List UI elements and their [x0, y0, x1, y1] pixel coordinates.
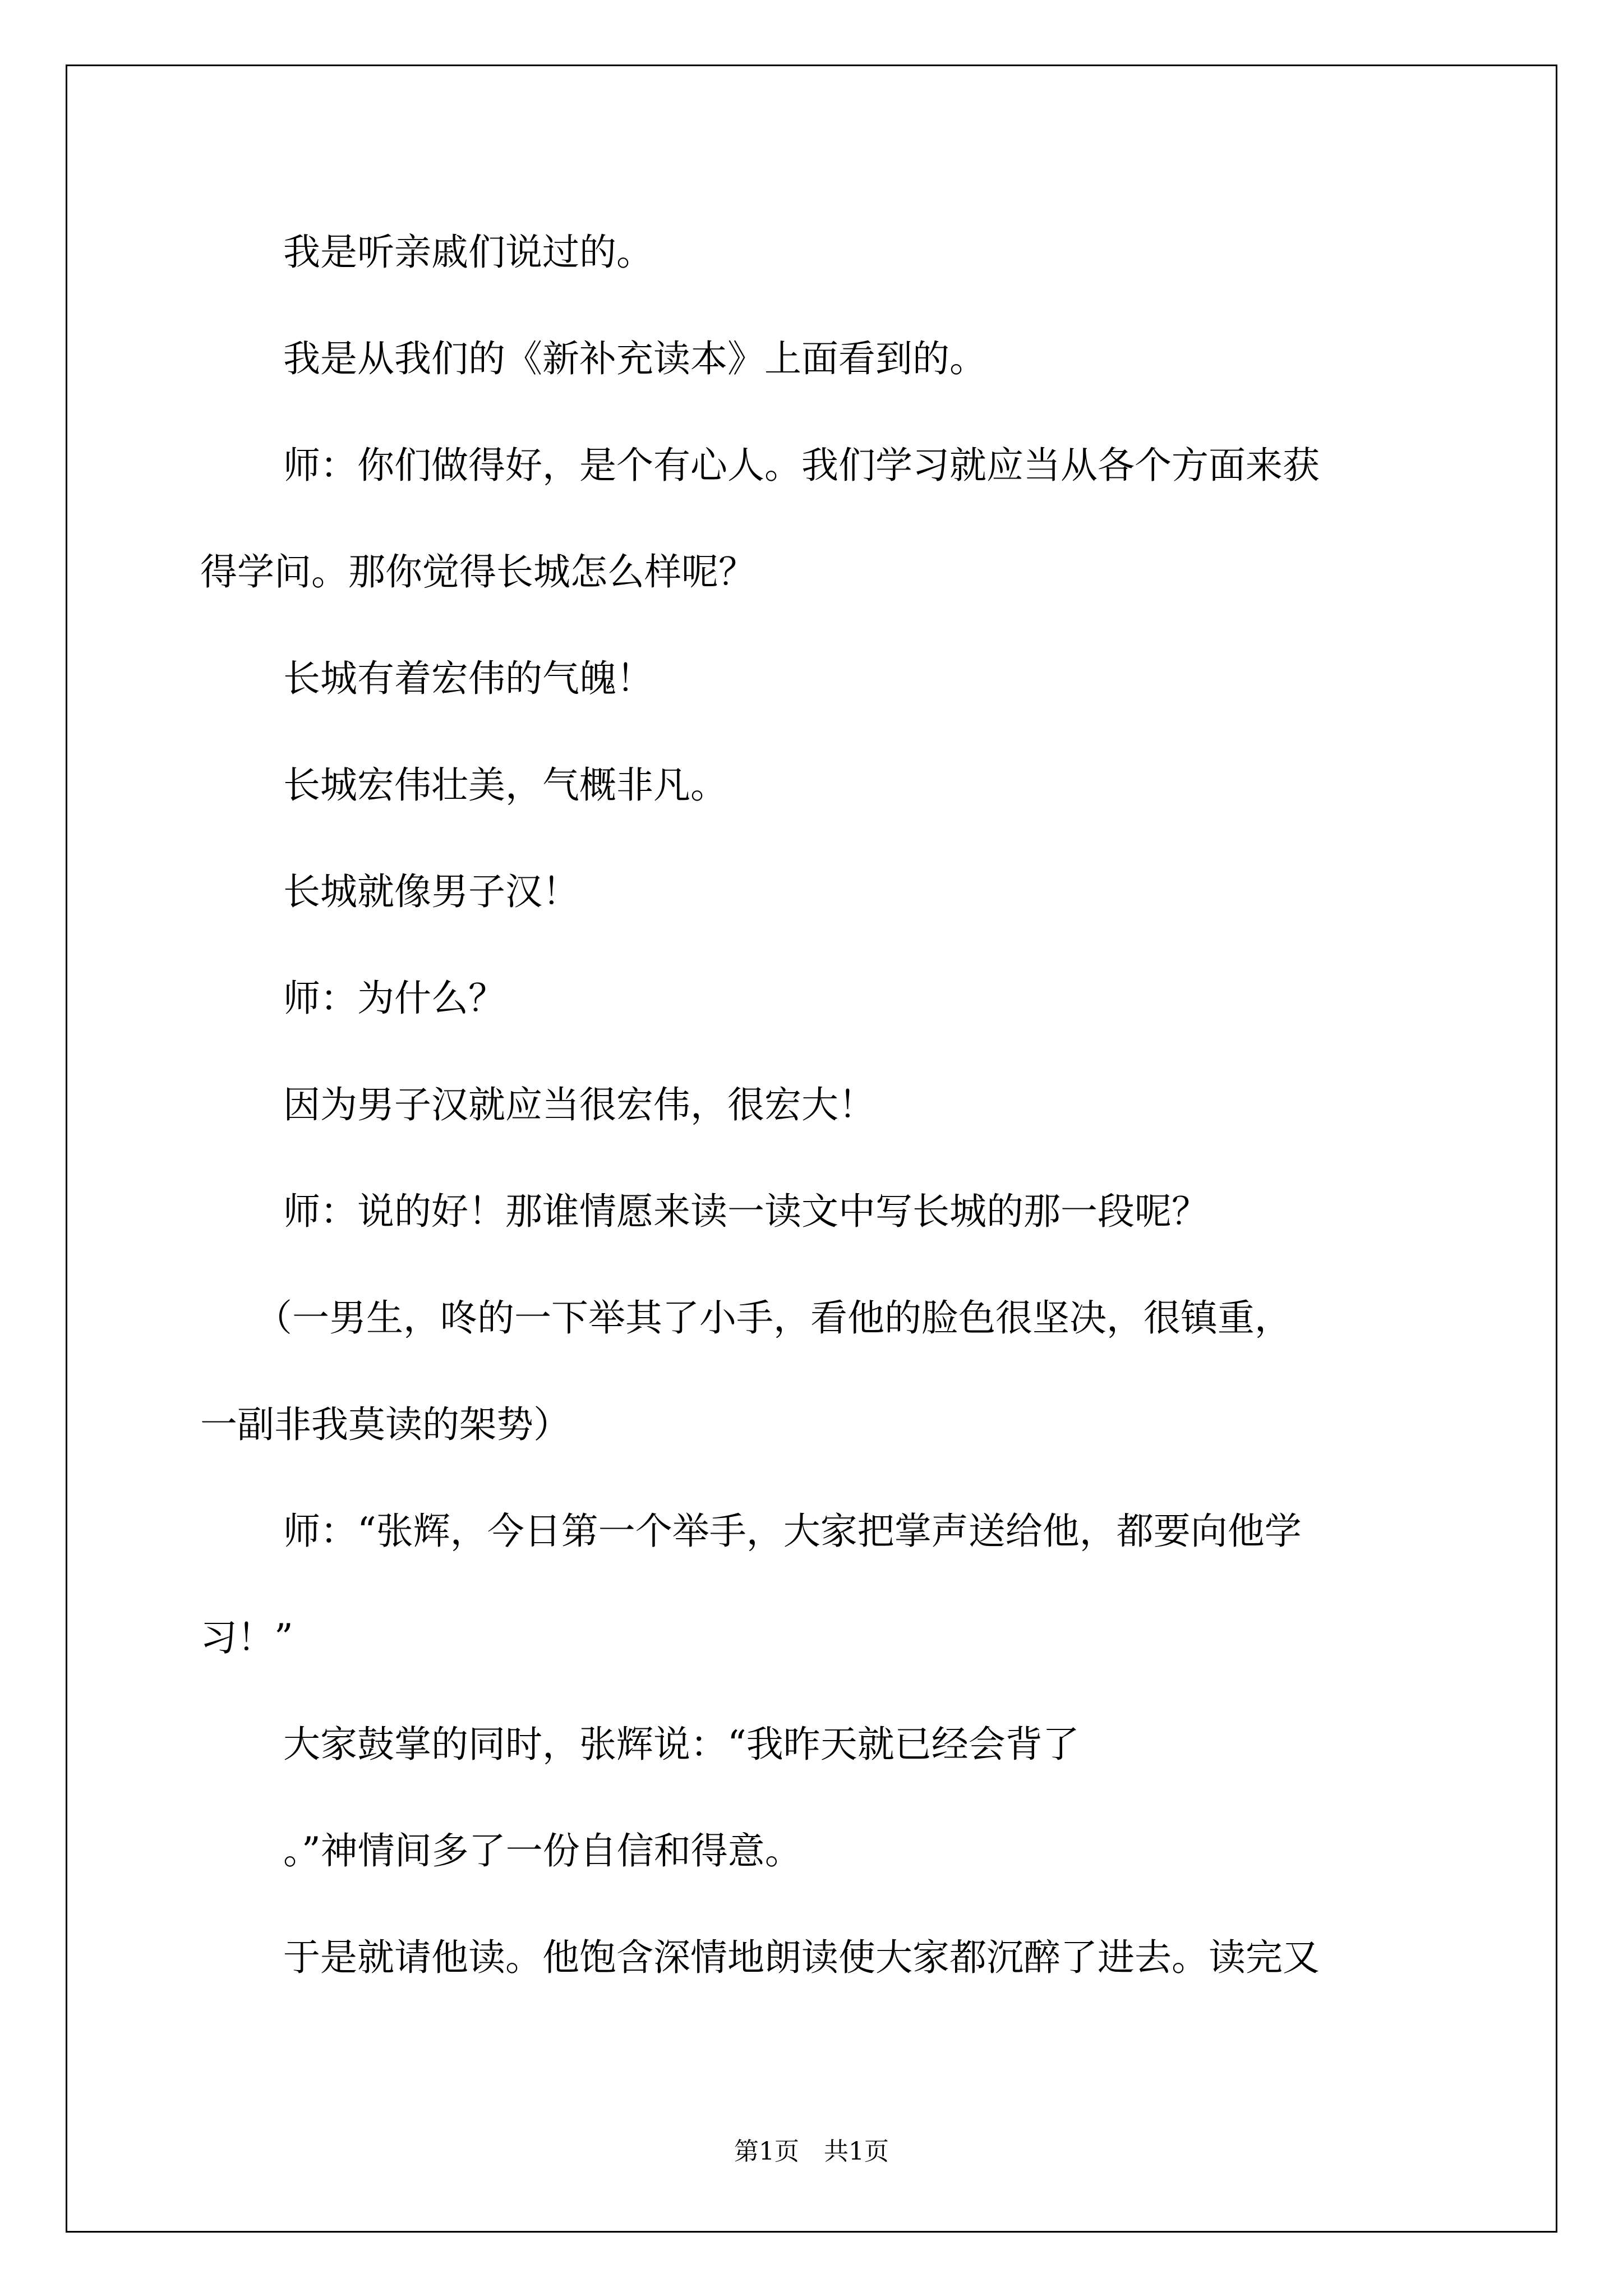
paragraph-line: 得学问。那你觉得长城怎么样呢？ — [200, 550, 755, 593]
paragraph-line: 师：为什么？ — [283, 977, 505, 1020]
paragraph-line: 长城宏伟壮美，气概非凡。 — [283, 763, 727, 807]
paragraph-line: 于是就请他读。他饱含深情地朗读使大家都沉醉了进去。读完又 — [283, 1936, 1320, 1979]
paragraph-line: 一副非我莫读的架势） — [200, 1403, 570, 1446]
page-footer: 第1页 共1页 — [734, 2137, 889, 2166]
paragraph-line: 习！” — [200, 1616, 293, 1659]
paragraph-line: 长城有着宏伟的气魄！ — [283, 657, 653, 700]
paragraph-line: （一男生，咚的一下举其了小手，看他的脸色很坚决，很镇重， — [255, 1296, 1292, 1340]
paragraph-line: 长城就像男子汉！ — [283, 870, 579, 913]
paragraph-line: 因为男子汉就应当很宏伟，很宏大！ — [283, 1083, 875, 1126]
paragraph-line: 师：“张辉，今日第一个举手，大家把掌声送给他，都要向他学 — [283, 1510, 1302, 1553]
paragraph-line: 我是从我们的《新补充读本》上面看到的。 — [283, 337, 986, 380]
paragraph-line: 师：你们做得好，是个有心人。我们学习就应当从各个方面来获 — [283, 444, 1320, 487]
paragraph-line: 我是听亲戚们说过的。 — [283, 231, 653, 274]
paragraph-line: 大家鼓掌的同时，张辉说：“我昨天就已经会背了 — [283, 1723, 1080, 1766]
paragraph-line: 师：说的好！那谁情愿来读一读文中写长城的那一段呢？ — [283, 1190, 1209, 1233]
paragraph-line: 。”神情间多了一份自信和得意。 — [283, 1829, 802, 1872]
